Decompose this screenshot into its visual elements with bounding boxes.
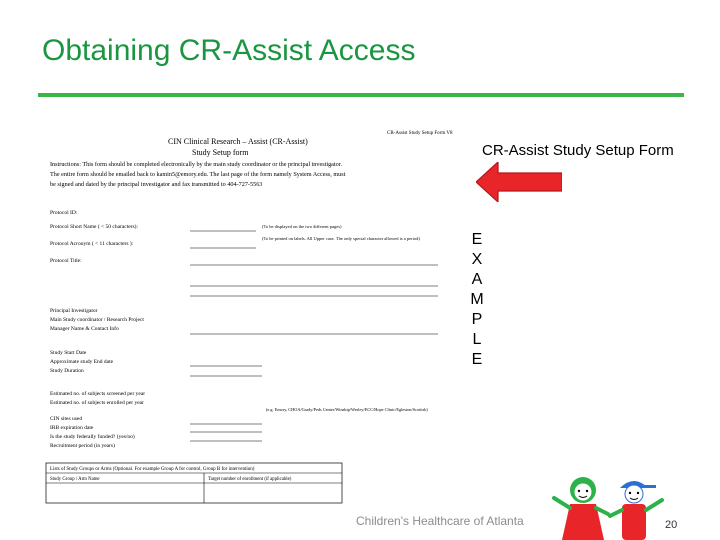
label-end-date: Approximate study End date bbox=[50, 359, 114, 365]
col-target: Target number of enrollment (if applicable) bbox=[208, 477, 292, 482]
label-manager: Manager Name & Contact Info bbox=[50, 326, 119, 332]
form-subheading: Study Setup form bbox=[192, 148, 249, 157]
label-protocol-title: Protocol Title: bbox=[50, 258, 82, 264]
example-letter: E bbox=[471, 351, 483, 368]
example-letter: X bbox=[471, 251, 483, 268]
example-letter: A bbox=[471, 271, 483, 288]
form-instructions-2: The entire form should be emailed back to kamin5@emory.edu. The last page of the form namely System Access, must bbox=[50, 171, 346, 178]
example-vertical-label bbox=[468, 230, 486, 370]
label-coordinator: Main Study coordinator / Research Project bbox=[50, 317, 144, 323]
note-acronym: (To be printed on labels. All Upper case. The only special character allowed is a period) bbox=[262, 236, 420, 241]
form-instructions-3: be signed and dated by the principal investigator and fax transmitted to 404-727-5563 bbox=[50, 181, 263, 188]
label-acronym: Protocol Acronym ( < 11 characters ): bbox=[50, 241, 134, 247]
form-instructions-1: Instructions: This form should be completed electronically by the main study coordinator or the principal investigator. bbox=[50, 161, 343, 168]
groups-header: Lists of Study Groups or Arms (Optional. For example Group A for control, Group B for intervention) bbox=[50, 467, 255, 472]
label-est-subjects: Estimated no. of subjects screened per year bbox=[50, 391, 146, 397]
label-cin-sites: CIN sites used bbox=[50, 416, 83, 422]
label-short-name: Protocol Short Name ( < 50 characters): bbox=[50, 224, 139, 230]
label-irb: IRB expiration date bbox=[50, 425, 94, 431]
label-start-date: Study Start Date bbox=[50, 350, 87, 356]
label-pi: Principal Investigator bbox=[50, 308, 98, 314]
children-logo-icon bbox=[548, 470, 670, 540]
example-letter: E bbox=[471, 231, 483, 248]
title-divider bbox=[38, 93, 684, 97]
form-version: CR-Assist Study Setup Form V8 bbox=[387, 131, 453, 136]
study-setup-form-image bbox=[44, 122, 464, 506]
page-number: 20 bbox=[665, 519, 678, 531]
label-est-enrolled: Estimated no. of subjects enrolled per year bbox=[50, 400, 144, 406]
callout-label: CR-Assist Study Setup Form bbox=[482, 142, 674, 159]
label-duration: Study Duration bbox=[50, 368, 84, 374]
label-nih: Is the study federally funded? (yes/no) bbox=[50, 434, 135, 440]
example-letter: L bbox=[472, 331, 482, 348]
col-group: Study Group / Arm Name bbox=[50, 477, 100, 482]
example-letter: M bbox=[470, 291, 484, 308]
footer-organization: Children's Healthcare of Atlanta bbox=[356, 514, 524, 528]
example-letter: P bbox=[471, 311, 483, 328]
label-recruitment: Recruitment period (in years) bbox=[50, 443, 115, 449]
label-protocol-id: Protocol ID: bbox=[50, 210, 78, 216]
note-cin-sites: (e.g. Emory, CHOA/Grady/Peds Center/Winship/Wesley/ECC/Hope Clinic/Egleston/Scottish) bbox=[266, 407, 428, 412]
left-arrow-icon bbox=[476, 162, 562, 202]
slide-title: Obtaining CR-Assist Access bbox=[42, 34, 416, 67]
form-heading: CIN Clinical Research – Assist (CR-Assist) bbox=[168, 137, 308, 146]
note-short-name: (To be displayed on the two different pages) bbox=[262, 224, 342, 229]
